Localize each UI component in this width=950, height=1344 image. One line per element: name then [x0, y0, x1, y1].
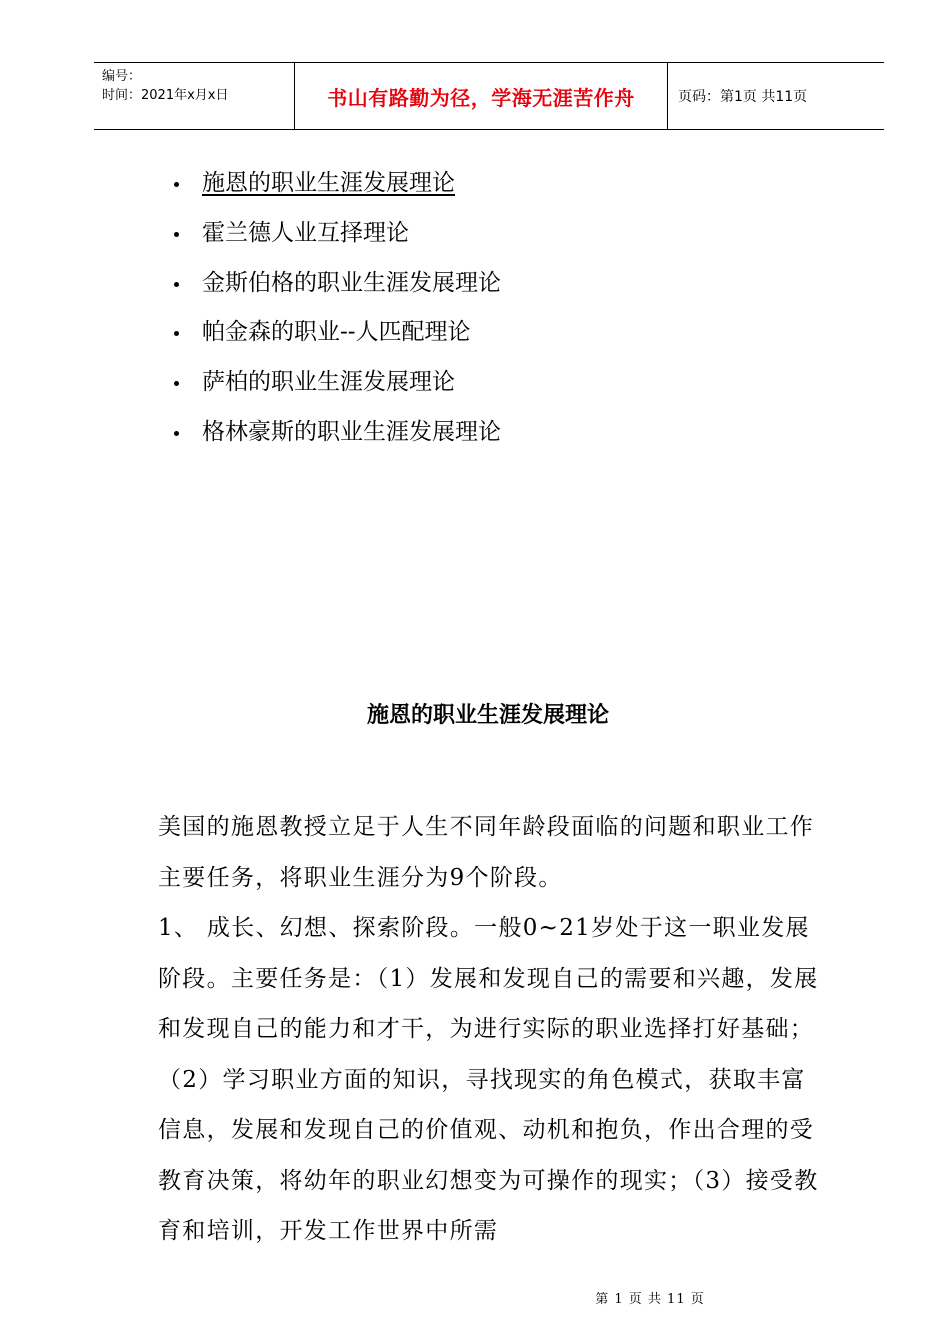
toc-item: 萨柏的职业生涯发展理论	[170, 363, 501, 413]
section-title: 施恩的职业生涯发展理论	[366, 703, 609, 728]
document-time-label: 时间：2021年x月x日	[102, 88, 229, 103]
toc-item: 格林豪斯的职业生涯发展理论	[170, 413, 501, 463]
header-page-info: 页码：第1页 共11页	[678, 89, 808, 105]
toc-item: 帕金森的职业--人匹配理论	[170, 313, 501, 363]
toc-item: 霍兰德人业互择理论	[170, 214, 501, 264]
toc-list	[170, 164, 501, 463]
header-meta	[102, 67, 292, 105]
paragraph: 美国的施恩教授立足于人生不同年龄段面临的问题和职业工作主要任务，将职业生涯分为9个阶段。	[158, 814, 815, 891]
toc-link[interactable]: 施恩的职业生涯发展理论	[202, 170, 455, 196]
toc-item: 金斯伯格的职业生涯发展理论	[170, 264, 501, 314]
page-footer: 第 1 页 共 11 页	[595, 1292, 705, 1307]
header-motto: 书山有路勤为径，学海无涯苦作舟	[327, 85, 635, 110]
document-number-label: 编号：	[102, 69, 142, 84]
section-body	[158, 802, 822, 1257]
toc-item[interactable]	[170, 164, 501, 214]
page-header	[94, 62, 884, 130]
header-divider	[667, 63, 668, 129]
paragraph: 1、 成长、幻想、探索阶段。一般0~21岁处于这一职业发展阶段。主要任务是：（1）发展和发现自己的需要和兴趣，发展和发现自己的能力和才干，为进行实际的职业选择打好基础；（2）学习职业方面的知识，寻找现实的角色模式，获取丰富信息，发展和发现自己的价值观、动机和抱负，作出合理的受教育决策，将幼年的职业幻想变为可操作的现实；（3）接受教育和培训，开发工作世界中所需	[158, 915, 819, 1244]
